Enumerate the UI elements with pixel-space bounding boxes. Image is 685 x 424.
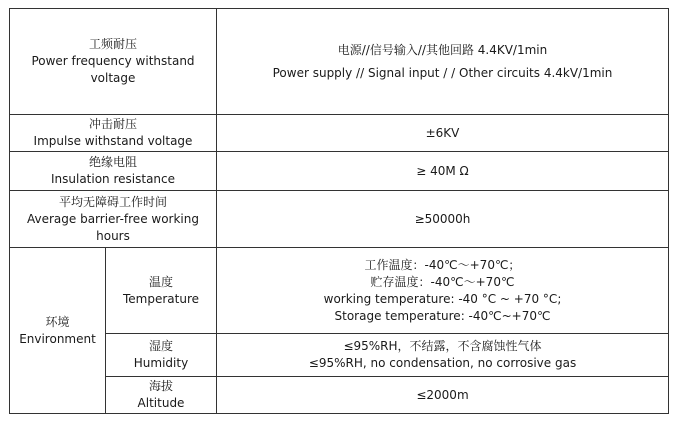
value: ≥50000h <box>414 211 471 226</box>
label-zh: 湿度 <box>148 339 173 353</box>
value: ≥ 40M Ω <box>416 163 469 178</box>
label-en: Insulation resistance <box>50 172 176 186</box>
label-impulse <box>10 115 217 152</box>
label-zh: 温度 <box>148 274 173 289</box>
label-zh: 绝缘电阻 <box>88 155 137 169</box>
label-en: Average barrier-free working <box>26 211 199 226</box>
row-altitude <box>10 377 669 414</box>
row-humidity <box>10 334 669 377</box>
label-zh: 海拔 <box>148 379 173 393</box>
label-en: Environment <box>19 331 96 346</box>
value-humidity <box>217 334 669 377</box>
value-working-en: working temperature: -40 °C ~ +70 °C; <box>323 291 562 306</box>
label-zh: 环境 <box>45 314 70 329</box>
label-humidity <box>106 334 217 377</box>
label-altitude <box>106 377 217 414</box>
value-temperature <box>217 248 669 334</box>
label-zh: 工频耐压 <box>88 37 137 51</box>
label-en-cont: hours <box>96 228 130 243</box>
value-zh: 电源//信号输入//其他回路 4.4KV/1min <box>337 42 548 57</box>
value-en: ≤95%RH, no condensation, no corrosive gas <box>308 356 577 370</box>
label-en: Impulse withstand voltage <box>33 134 193 148</box>
value-power-frequency <box>217 9 669 115</box>
label-insulation <box>10 152 217 191</box>
label-en-cont: voltage <box>90 71 136 85</box>
value-storage-zh: 贮存温度：-40℃～+70℃ <box>370 274 515 289</box>
row-impulse <box>10 115 669 152</box>
value-zh: ≤95%RH，不结露，不含腐蚀性气体 <box>343 339 542 353</box>
value-impulse <box>217 115 669 152</box>
value-altitude <box>217 377 669 414</box>
label-en: Power frequency withstand <box>31 54 195 68</box>
label-en: Humidity <box>133 356 189 370</box>
value-storage-en: Storage temperature: -40℃~+70℃ <box>334 308 551 323</box>
row-temperature <box>10 248 669 334</box>
specification-table <box>9 8 669 414</box>
label-temperature <box>106 248 217 334</box>
row-mtbf <box>10 191 669 248</box>
row-power-frequency <box>10 9 669 115</box>
row-insulation <box>10 152 669 191</box>
label-power-frequency <box>10 9 217 115</box>
value-working-zh: 工作温度：-40℃～+70℃； <box>364 257 521 272</box>
label-mtbf <box>10 191 217 248</box>
value-en: Power supply // Signal input / / Other circuits 4.4kV/1min <box>272 65 613 80</box>
label-en: Temperature <box>122 291 199 306</box>
value-insulation <box>217 152 669 191</box>
label-zh: 平均无障碍工作时间 <box>58 194 167 209</box>
value: ≤2000m <box>416 387 469 402</box>
value-mtbf <box>217 191 669 248</box>
label-environment <box>10 248 106 414</box>
value: ±6KV <box>425 125 460 140</box>
label-zh: 冲击耐压 <box>88 117 137 131</box>
label-en: Altitude <box>137 396 185 410</box>
